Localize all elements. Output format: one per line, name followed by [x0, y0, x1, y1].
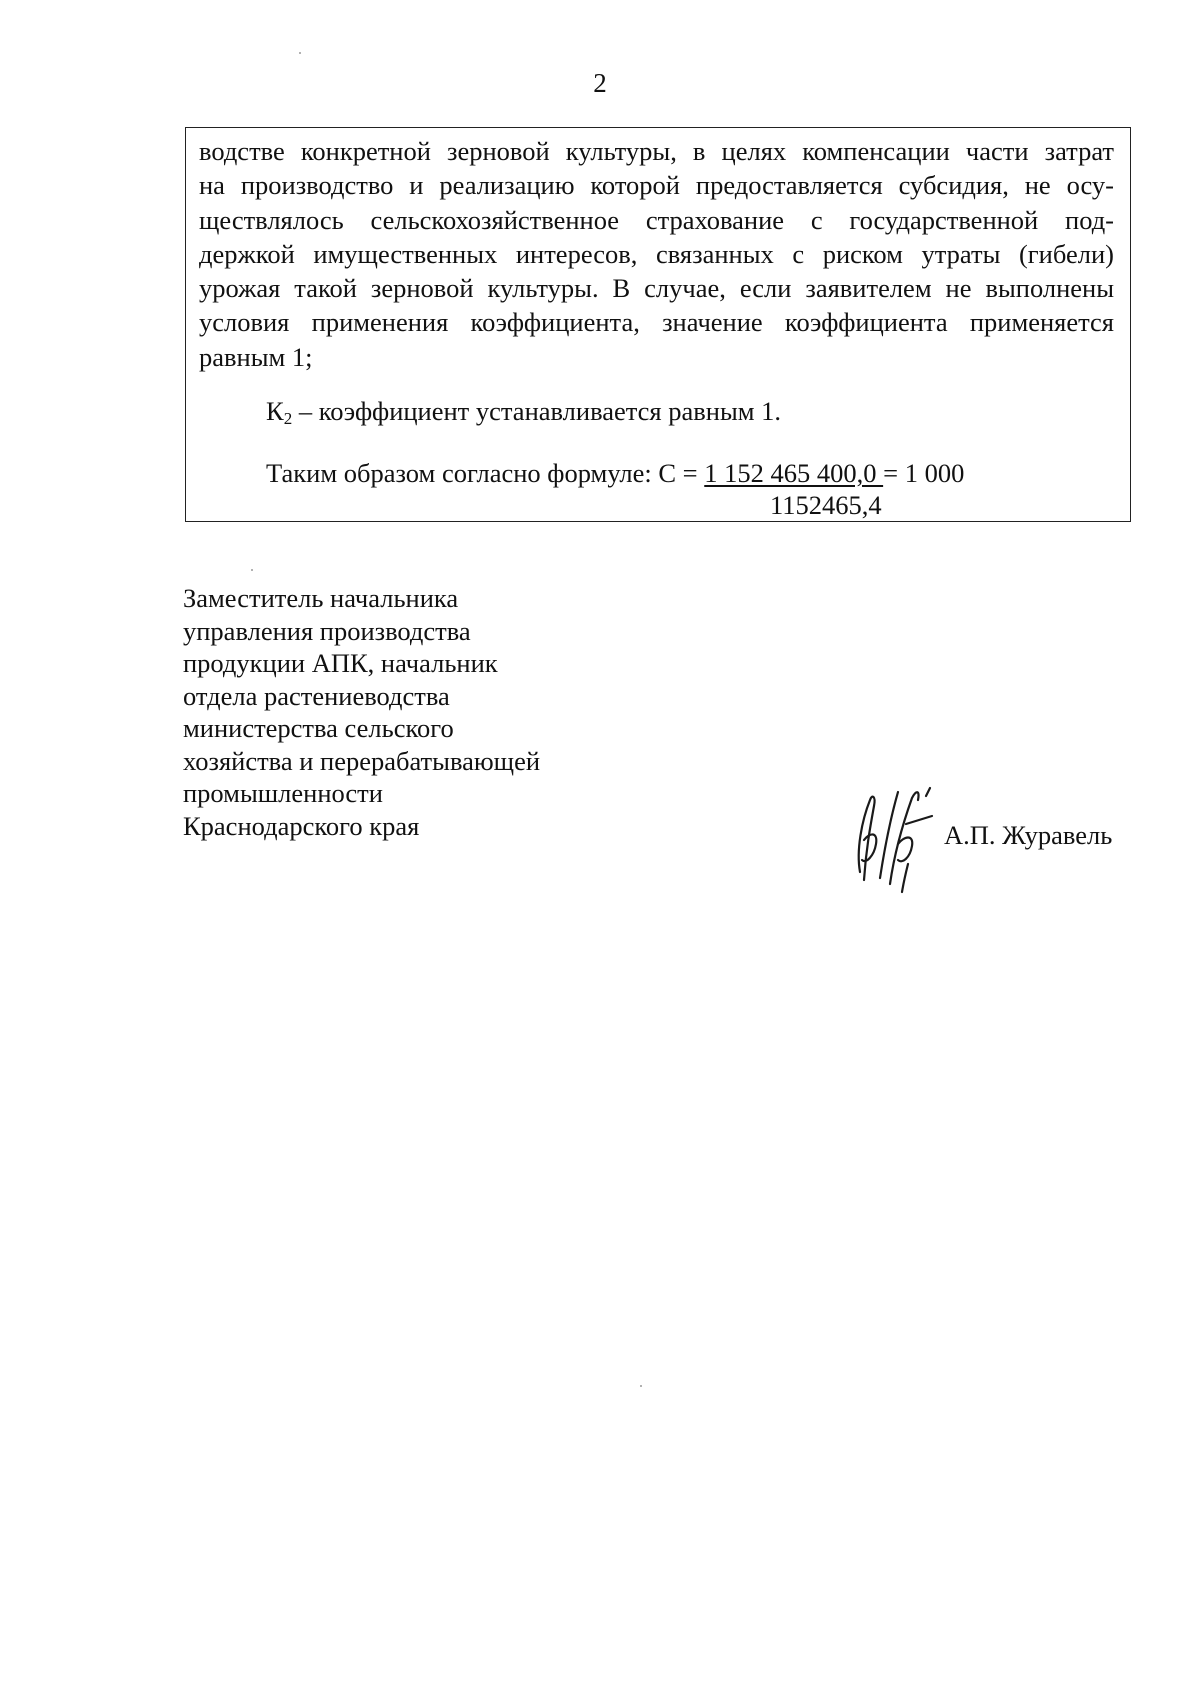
coefficient-k2-definition [266, 396, 781, 429]
formula-numerator: 1 152 465 400,0 [704, 458, 884, 488]
paragraph-line: водстве конкретной зерновой культуры, в целях компенсации части затрат [199, 136, 1114, 166]
handwritten-signature [840, 780, 950, 900]
k2-subscript: 2 [283, 409, 293, 428]
scan-speck [640, 1385, 642, 1387]
formula-denominator: 1152465,4 [770, 490, 882, 520]
paragraph-line: условия применения коэффициента, значение коэффициента применяется [199, 307, 1114, 338]
signer-position-line: Краснодарского края [183, 810, 420, 841]
signer-position-line: управления производства [183, 615, 471, 646]
signer-position-line: министерства сельского [183, 713, 454, 743]
paragraph-line: на производство и реализацию которой предоставляется субсидия, не осу- [199, 170, 1114, 201]
paragraph [199, 134, 1114, 374]
signer-position-line: хозяйства и перерабатывающей [183, 745, 541, 776]
formula-result: = 1 000 [883, 458, 965, 488]
signer-position-line: Заместитель начальника [183, 583, 459, 613]
page-number: 2 [593, 68, 607, 98]
signer-name: А.П. Журавель [944, 820, 1113, 850]
k2-text: – коэффициент устанавливается равным 1. [292, 396, 782, 426]
k2-symbol: К [266, 396, 284, 426]
signer-position-line: отдела растениеводства [183, 680, 450, 711]
signer-position-line: промышленности [183, 778, 383, 808]
signer-position [183, 582, 540, 842]
scan-speck [299, 52, 301, 54]
paragraph-line: равным 1; [199, 341, 313, 372]
paragraph-line: держкой имущественных интересов, связанных с риском утраты (гибели) [199, 238, 1114, 269]
paragraph-line: ществлялось сельскохозяйственное страхование с государственной под- [199, 204, 1114, 235]
formula-line [266, 458, 964, 489]
formula-prefix: Таким образом согласно формуле: С = [266, 458, 705, 488]
signer-position-line: продукции АПК, начальник [183, 648, 498, 678]
scan-speck [251, 569, 253, 571]
text-box [185, 127, 1131, 522]
paragraph-line: урожая такой зерновой культуры. В случае, если заявителем не выполнены [199, 273, 1114, 304]
